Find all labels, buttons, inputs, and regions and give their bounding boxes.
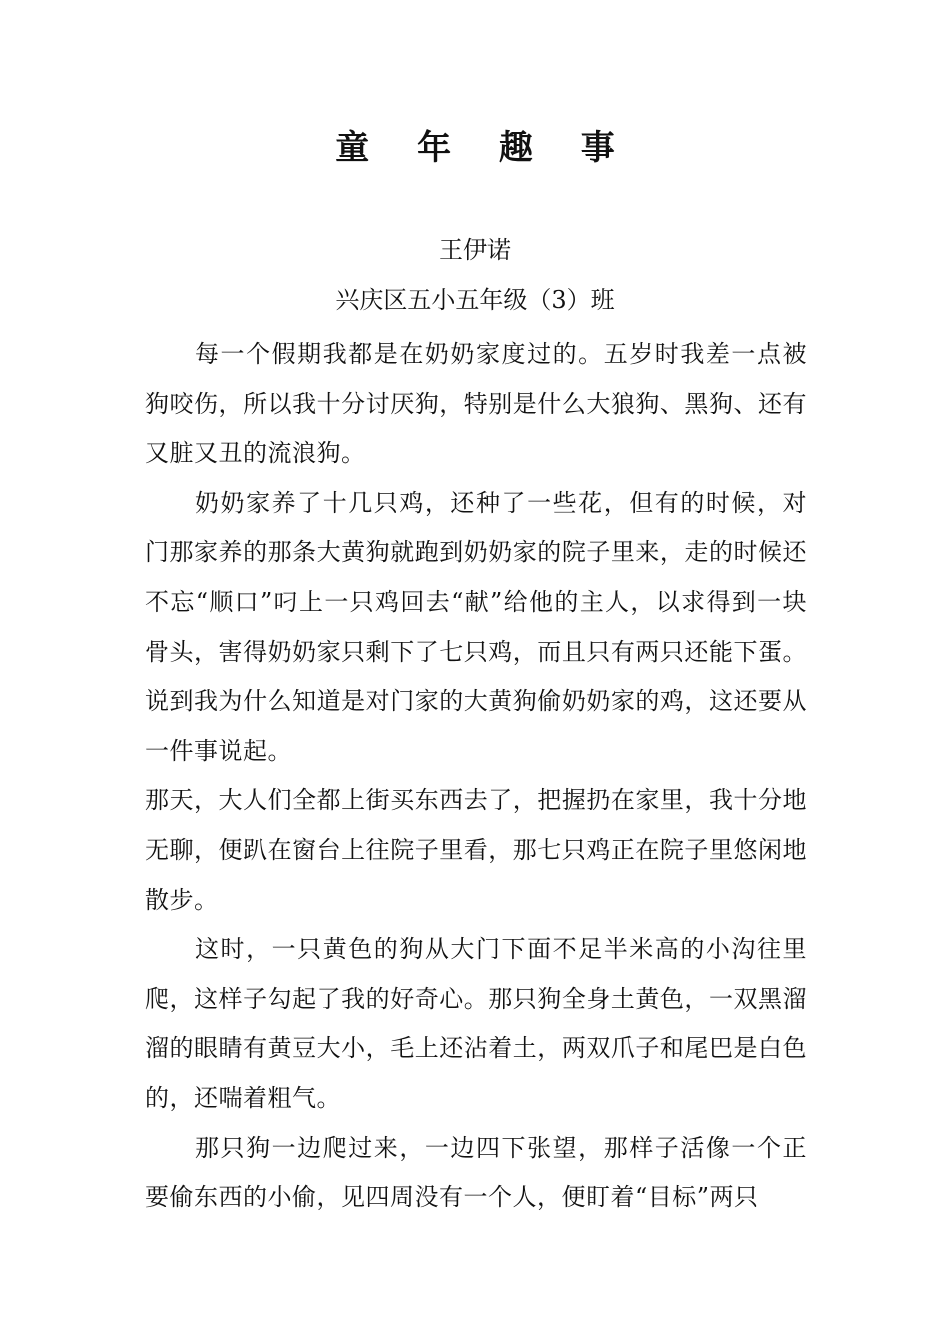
author-name: 王伊诺 [439, 236, 511, 264]
author-school: 兴庆区五小五年级（3）班 [335, 286, 615, 314]
article-body [145, 330, 807, 1223]
paragraph-1: 每一个假期我都是在奶奶家度过的。五岁时我差一点被狗咬伤，所以我十分讨厌狗，特别是什么大狼狗、黑狗、还有又脏又丑的流浪狗。 [145, 340, 807, 468]
paragraph-5: 那只狗一边爬过来，一边四下张望，那样子活像一个正要偷东西的小偷，见四周没有一个人，便盯着“目标”两只 [145, 1133, 807, 1212]
paragraph-4: 这时，一只黄色的狗从大门下面不足半米高的小沟往里爬，这样子勾起了我的好奇心。那只狗全身土黄色，一双黑溜溜的眼睛有黄豆大小，毛上还沾着土，两双爪子和尾巴是白色的，还喘着粗气。 [145, 935, 807, 1112]
paragraph-2: 奶奶家养了十几只鸡，还种了一些花，但有的时候，对门那家养的那条大黄狗就跑到奶奶家的院子里来，走的时候还不忘“顺口”叼上一只鸡回去“献”给他的主人，以求得到一块骨头，害得奶奶家只剩下了七只鸡，而且只有两只还能下蛋。说到我为什么知道是对门家的大黄狗偷奶奶家的鸡，这还要从一件事说起。 [145, 488, 807, 765]
paragraph-3: 那天，大人们全都上街买东西去了，把握扔在家里，我十分地无聊，便趴在窗台上往院子里看，那七只鸡正在院子里悠闲地散步。 [145, 786, 807, 914]
document-title: 童 年 趣 事 [335, 128, 633, 168]
